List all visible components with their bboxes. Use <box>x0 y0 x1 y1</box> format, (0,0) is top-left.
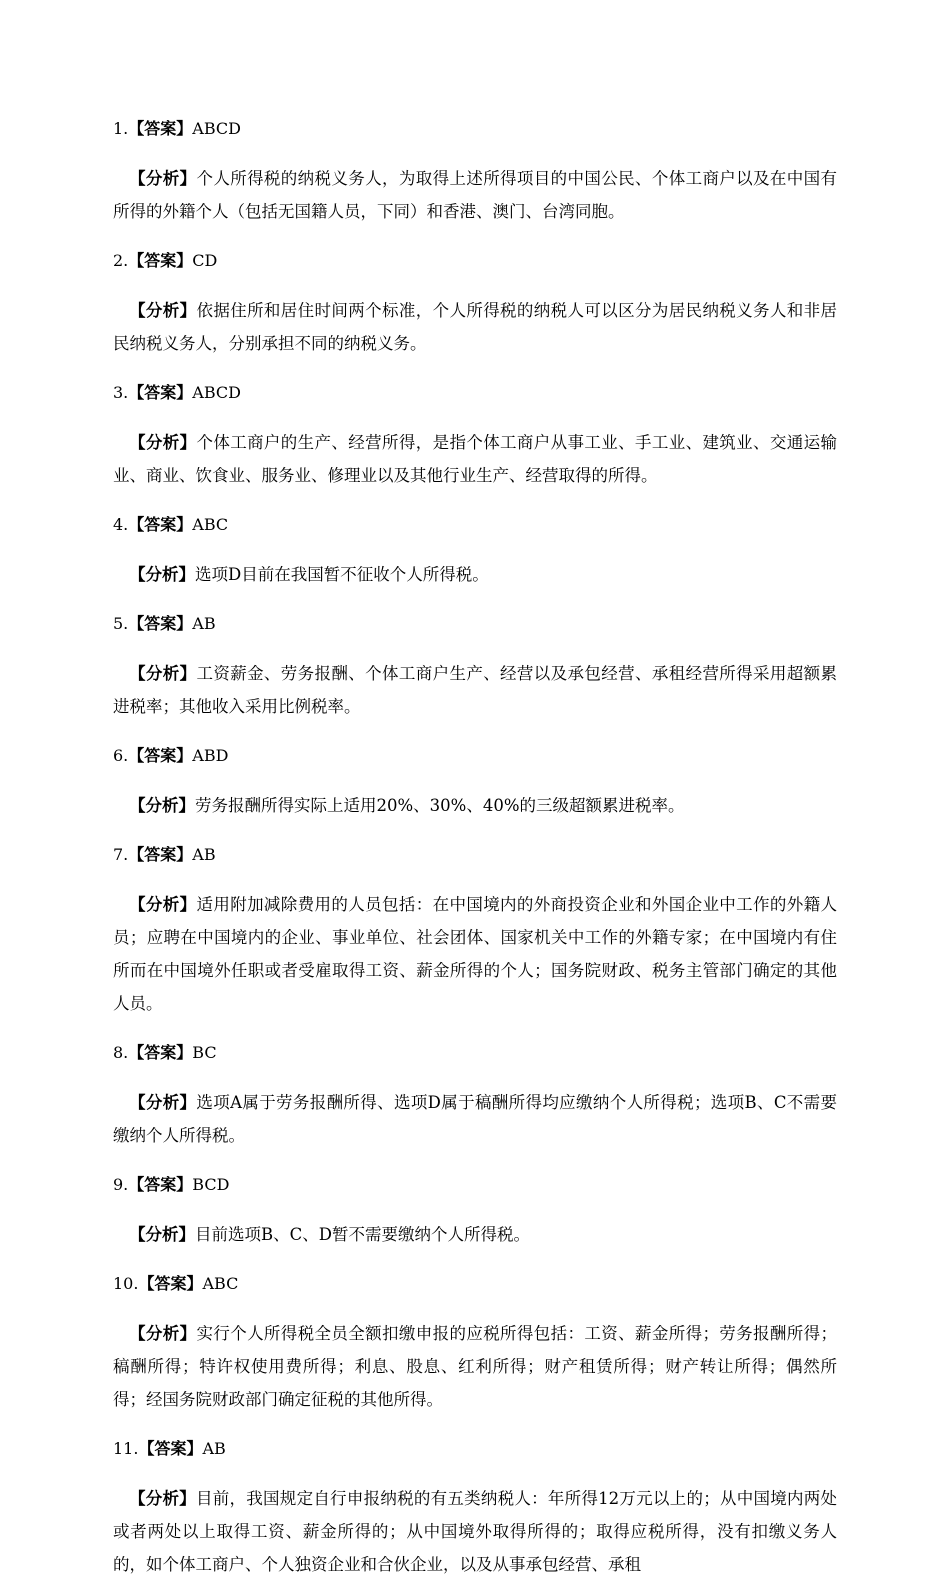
item-number: 7. <box>113 845 129 864</box>
answer-value: ABC <box>192 515 229 534</box>
analysis-paragraph <box>113 558 837 591</box>
answer-value: ABCD <box>192 383 241 402</box>
analysis-paragraph <box>113 426 837 492</box>
analysis-paragraph <box>113 1317 837 1416</box>
answer-line <box>113 1168 837 1201</box>
analysis-text: 劳务报酬所得实际上适用20%、30%、40%的三级超额累进税率。 <box>195 795 685 815</box>
answer-item-9 <box>113 1168 837 1251</box>
answer-label: 【答案】 <box>128 119 193 138</box>
answer-line <box>113 112 837 145</box>
item-number: 11. <box>113 1439 139 1458</box>
answer-value: ABD <box>192 746 229 765</box>
analysis-label: 【分析】 <box>129 795 195 815</box>
analysis-label: 【分析】 <box>129 564 195 584</box>
answer-label: 【答案】 <box>128 845 193 864</box>
item-number: 8. <box>113 1043 129 1062</box>
answer-item-10 <box>113 1267 837 1416</box>
item-number: 6. <box>113 746 129 765</box>
analysis-paragraph <box>113 657 837 723</box>
analysis-paragraph <box>113 294 837 360</box>
analysis-paragraph <box>113 1218 837 1251</box>
answer-line <box>113 1036 837 1069</box>
analysis-text: 工资薪金、劳务报酬、个体工商户生产、经营以及承包经营、承租经营所得采用超额累进税率；其他收入采用比例税率。 <box>113 663 838 716</box>
answer-value: ABC <box>202 1274 239 1293</box>
analysis-label: 【分析】 <box>129 300 197 320</box>
item-number: 1. <box>113 119 129 138</box>
answer-label: 【答案】 <box>128 746 193 765</box>
analysis-text: 选项D目前在我国暂不征收个人所得税。 <box>195 564 489 584</box>
answer-line <box>113 508 837 541</box>
answer-value: AB <box>202 1439 226 1458</box>
analysis-text: 适用附加减除费用的人员包括：在中国境内的外商投资企业和外国企业中工作的外籍人员；应聘在中国境内的企业、事业单位、社会团体、国家机关中工作的外籍专家；在中国境内有住所而在中国境外任职或者受雇取得工资、薪金所得的个人；国务院财政、税务主管部门确定的其他人员。 <box>113 894 838 1013</box>
item-number: 10. <box>113 1274 139 1293</box>
analysis-label: 【分析】 <box>129 1488 197 1508</box>
answer-label: 【答案】 <box>128 383 193 402</box>
analysis-label: 【分析】 <box>129 1092 197 1112</box>
analysis-label: 【分析】 <box>129 1323 197 1343</box>
answer-line <box>113 1432 837 1465</box>
item-number: 3. <box>113 383 129 402</box>
item-number: 2. <box>113 251 129 270</box>
answer-value: AB <box>192 845 216 864</box>
answer-line <box>113 739 837 772</box>
answer-item-1 <box>113 112 837 228</box>
answer-value: ABCD <box>192 119 241 138</box>
analysis-paragraph <box>113 888 837 1020</box>
answer-line <box>113 1267 837 1300</box>
answer-line <box>113 838 837 871</box>
answer-item-2 <box>113 244 837 360</box>
answer-label: 【答案】 <box>128 515 193 534</box>
answer-item-8 <box>113 1036 837 1152</box>
item-number: 4. <box>113 515 129 534</box>
answer-item-3 <box>113 376 837 492</box>
analysis-text: 目前选项B、C、D暂不需要缴纳个人所得税。 <box>195 1224 530 1244</box>
analysis-paragraph <box>113 789 837 822</box>
analysis-label: 【分析】 <box>129 168 197 188</box>
answer-label: 【答案】 <box>128 251 193 270</box>
analysis-label: 【分析】 <box>129 663 197 683</box>
analysis-label: 【分析】 <box>129 1224 195 1244</box>
answer-label: 【答案】 <box>138 1439 203 1458</box>
answer-line <box>113 244 837 277</box>
analysis-paragraph <box>113 1482 837 1581</box>
answer-value: CD <box>192 251 218 270</box>
answer-label: 【答案】 <box>128 1043 193 1062</box>
analysis-label: 【分析】 <box>129 894 197 914</box>
answer-value: BCD <box>192 1175 230 1194</box>
answer-item-5 <box>113 607 837 723</box>
analysis-text: 选项A属于劳务报酬所得、选项D属于稿酬所得均应缴纳个人所得税；选项B、C不需要缴纳个人所得税。 <box>113 1092 837 1145</box>
answer-value: BC <box>192 1043 217 1062</box>
item-number: 5. <box>113 614 129 633</box>
analysis-text: 目前，我国规定自行申报纳税的有五类纳税人：年所得12万元以上的；从中国境内两处或者两处以上取得工资、薪金所得的；从中国境外取得所得的；取得应税所得，没有扣缴义务人的，如个体工商户、个人独资企业和合伙企业，以及从事承包经营、承租 <box>113 1488 838 1574</box>
answer-label: 【答案】 <box>128 1175 193 1194</box>
answer-item-11 <box>113 1432 837 1581</box>
answer-label: 【答案】 <box>128 614 193 633</box>
analysis-text: 实行个人所得税全员全额扣缴申报的应税所得包括：工资、薪金所得；劳务报酬所得；稿酬所得；特许权使用费所得；利息、股息、红利所得；财产租赁所得；财产转让所得；偶然所得；经国务院财政部门确定征税的其他所得。 <box>113 1323 838 1409</box>
analysis-paragraph <box>113 1086 837 1152</box>
analysis-label: 【分析】 <box>129 432 197 452</box>
answer-value: AB <box>192 614 216 633</box>
analysis-text: 依据住所和居住时间两个标准，个人所得税的纳税人可以区分为居民纳税义务人和非居民纳税义务人，分别承担不同的纳税义务。 <box>113 300 838 353</box>
analysis-paragraph <box>113 162 837 228</box>
answer-line <box>113 607 837 640</box>
answer-item-7 <box>113 838 837 1020</box>
item-number: 9. <box>113 1175 129 1194</box>
analysis-text: 个人所得税的纳税义务人，为取得上述所得项目的中国公民、个体工商户以及在中国有所得的外籍个人（包括无国籍人员，下同）和香港、澳门、台湾同胞。 <box>113 168 838 221</box>
answer-label: 【答案】 <box>138 1274 203 1293</box>
answer-item-4 <box>113 508 837 591</box>
answer-line <box>113 376 837 409</box>
analysis-text: 个体工商户的生产、经营所得，是指个体工商户从事工业、手工业、建筑业、交通运输业、商业、饮食业、服务业、修理业以及其他行业生产、经营取得的所得。 <box>113 432 838 485</box>
answer-item-6 <box>113 739 837 822</box>
